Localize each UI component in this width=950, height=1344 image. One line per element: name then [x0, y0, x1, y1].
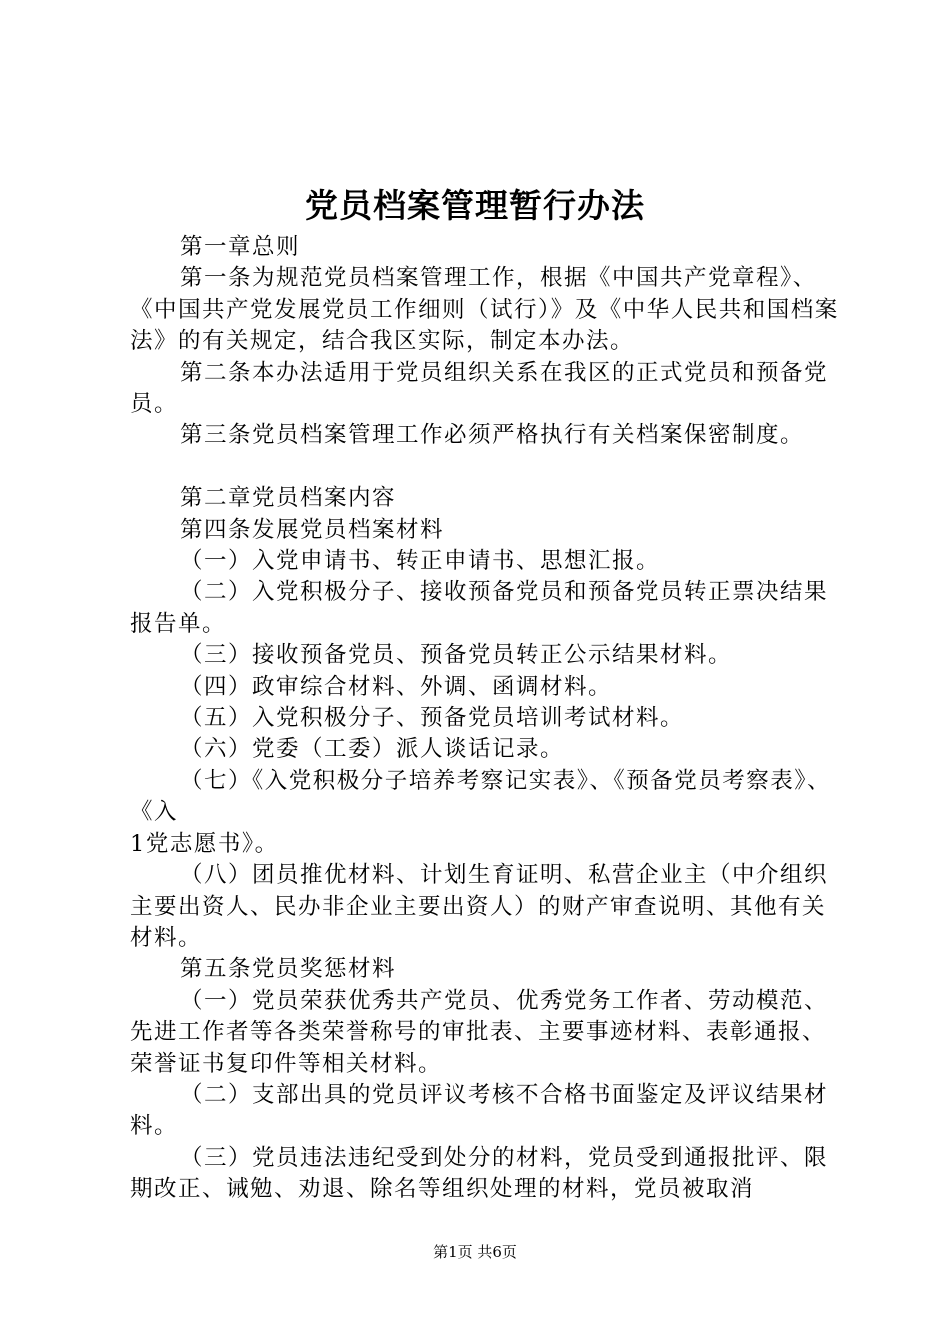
page-number: 第1页 共6页	[433, 1243, 517, 1261]
document-title: 党员档案管理暂行办法	[305, 186, 645, 225]
list-item: （八）团员推优材料、计划生育证明、私营企业主（中介组织主要出资人、民办非企业主要出资人）的财产审查说明、其他有关材料。	[130, 862, 829, 951]
list-item: （三）接收预备党员、预备党员转正公示结果材料。	[180, 642, 733, 669]
document-body	[130, 232, 840, 1206]
article-3: 第三条党员档案管理工作必须严格执行有关档案保密制度。	[180, 422, 805, 449]
paragraph-gap	[130, 452, 840, 483]
list-item: （七）《入党积极分子培养考察记实表》、《预备党员考察表》、《入	[130, 767, 832, 826]
list-item: （五）入党积极分子、预备党员培训考试材料。	[180, 705, 685, 732]
list-item: （二）支部出具的党员评议考核不合格书面鉴定及评议结果材料。	[130, 1081, 829, 1140]
list-item-continuation: 1党志愿书》。	[130, 830, 279, 857]
list-item: （六）党委（工委）派人谈话记录。	[180, 736, 565, 763]
chapter-heading: 第一章总则	[180, 234, 301, 260]
article-5: 第五条党员奖惩材料	[180, 956, 397, 983]
article-4: 第四条发展党员档案材料	[180, 516, 445, 543]
list-item: （三）党员违法违纪受到处分的材料，党员受到通报批评、限期改正、诫勉、劝退、除名等组织处理的材料，党员被取消	[130, 1144, 829, 1203]
list-item: （一）入党申请书、转正申请书、思想汇报。	[180, 548, 661, 575]
article-2: 第二条本办法适用于党员组织关系在我区的正式党员和预备党员。	[130, 359, 829, 418]
chapter-heading: 第二章党员档案内容	[180, 485, 397, 512]
list-item: （二）入党积极分子、接收预备党员和预备党员转正票决结果报告单。	[130, 579, 829, 637]
list-item: （四）政审综合材料、外调、函调材料。	[180, 673, 613, 700]
list-item: （一）党员荣获优秀共产党员、优秀党务工作者、劳动模范、先进工作者等各类荣誉称号的审批表、主要事迹材料、表彰通报、荣誉证书复印件等相关材料。	[130, 987, 829, 1077]
article-1: 第一条为规范党员档案管理工作，根据《中国共产党章程》、《中国共产党发展党员工作细则（试行）》及《中华人民共和国档案法》的有关规定，结合我区实际，制定本办法。	[130, 265, 839, 355]
